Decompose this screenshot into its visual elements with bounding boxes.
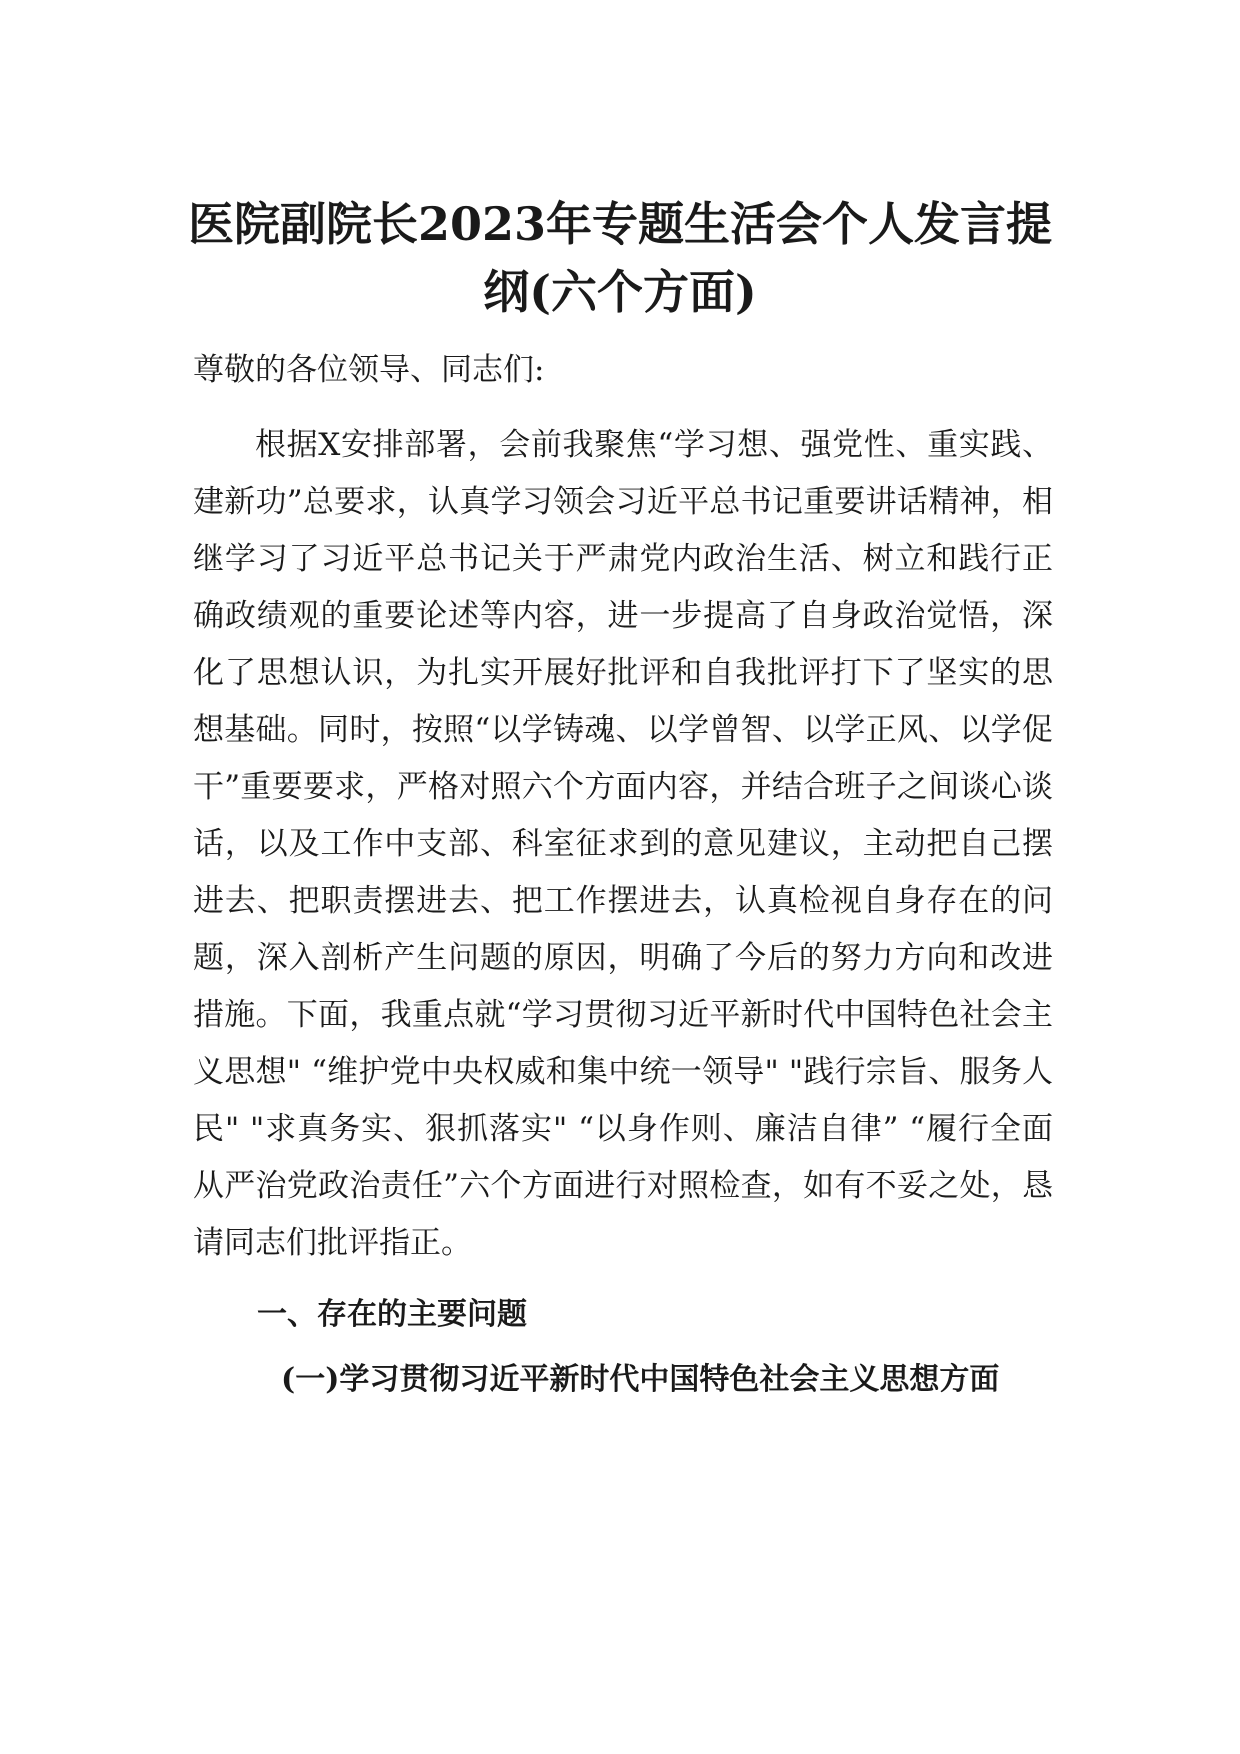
salutation: 尊敬的各位领导、同志们:: [193, 352, 545, 388]
document-body: [193, 342, 1053, 1408]
section-heading-problems: 一、存在的主要问题: [257, 1297, 527, 1332]
intro-paragraph: 根据X安排部署，会前我聚焦“学习想、强党性、重实践、建新功”总要求，认真学习领会习近平总书记重要讲话精神，相继学习了习近平总书记关于严肃党内政治生活、树立和践行正确政绩观的重要论述等内容，进一步提高了自身政治觉悟，深化了思想认识，为扎实开展好批评和自我批评打下了坚实的思想基础。同时，按照“以学铸魂、以学曾智、以学正风、以学促干”重要要求，严格对照六个方面内容，并结合班子之间谈心谈话，以及工作中支部、科室征求到的意见建议，主动把自己摆进去、把职责摆进去、把工作摆进去，认真检视自身存在的问题，深入剖析产生问题的原因，明确了今后的努力方向和改进措施。下面，我重点就“学习贯彻习近平新时代中国特色社会主义思想" “维护党中央权威和集中统一领导" "践行宗旨、服务人民" "求真务实、狠抓落实" “以身作则、廉洁自律” “履行全面从严治党政治责任”六个方面进行对照检查，如有不妥之处，恳请同志们批评指正。: [193, 427, 1053, 1261]
document-title: 医院副院长2023年专题生活会个人发言提纲(六个方面): [187, 197, 1053, 319]
subsection-heading-study: (一)学习贯彻习近平新时代中国特色社会主义思想方面: [281, 1362, 1000, 1397]
